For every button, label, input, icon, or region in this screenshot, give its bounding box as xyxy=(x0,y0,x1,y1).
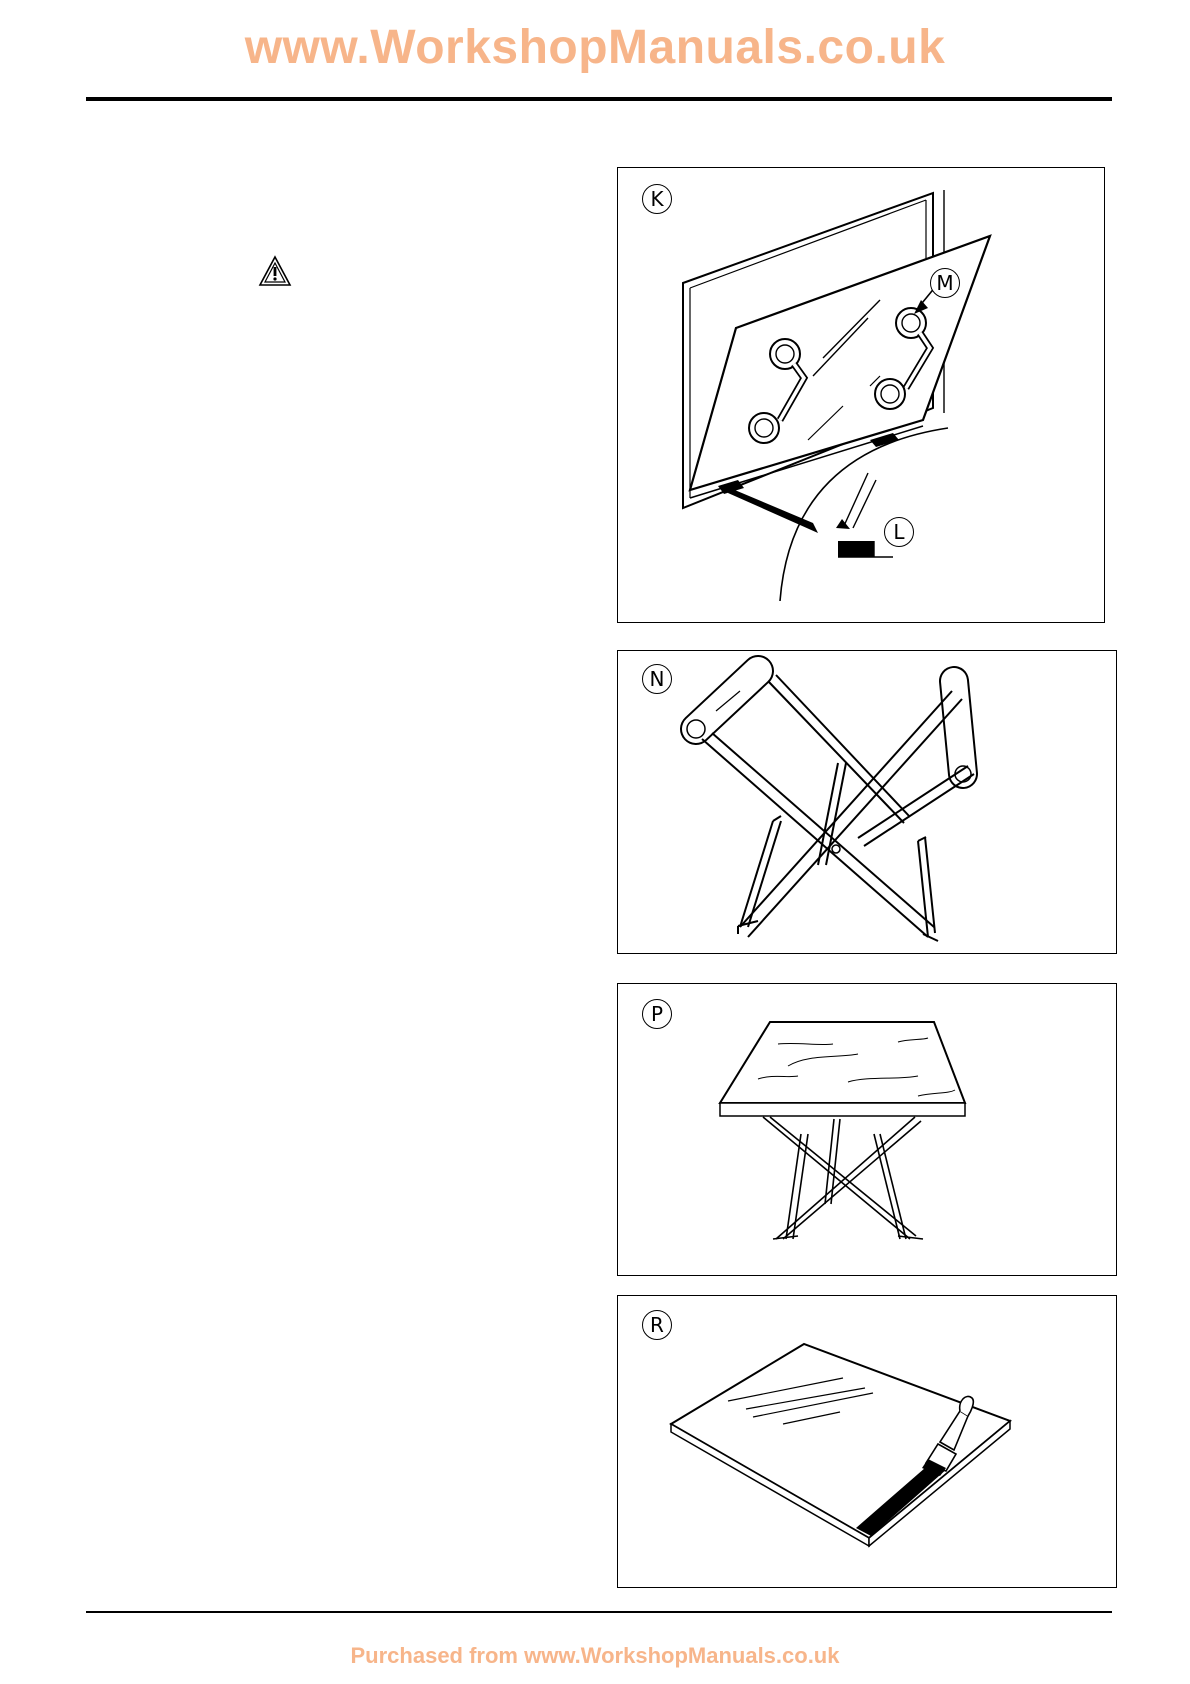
warning-triangle-icon xyxy=(258,255,292,287)
figure-n-folding-stand xyxy=(617,650,1117,954)
callout-k: K xyxy=(642,184,672,214)
callout-p: P xyxy=(642,999,672,1029)
callout-r: R xyxy=(642,1310,672,1340)
footer-rule xyxy=(86,1611,1112,1613)
callout-n: N xyxy=(642,664,672,694)
callout-m: M xyxy=(930,268,960,298)
figure-r-glass-primer-brush xyxy=(617,1295,1117,1588)
purchase-note-footer: Purchased from www.WorkshopManuals.co.uk xyxy=(350,1643,840,1668)
header-rule xyxy=(86,97,1112,101)
figure-p-glass-on-stand xyxy=(617,983,1117,1276)
site-url-header: www.WorkshopManuals.co.uk xyxy=(244,21,946,74)
figure-k-windscreen-suction-cups xyxy=(617,167,1105,623)
callout-l: L xyxy=(884,517,914,547)
